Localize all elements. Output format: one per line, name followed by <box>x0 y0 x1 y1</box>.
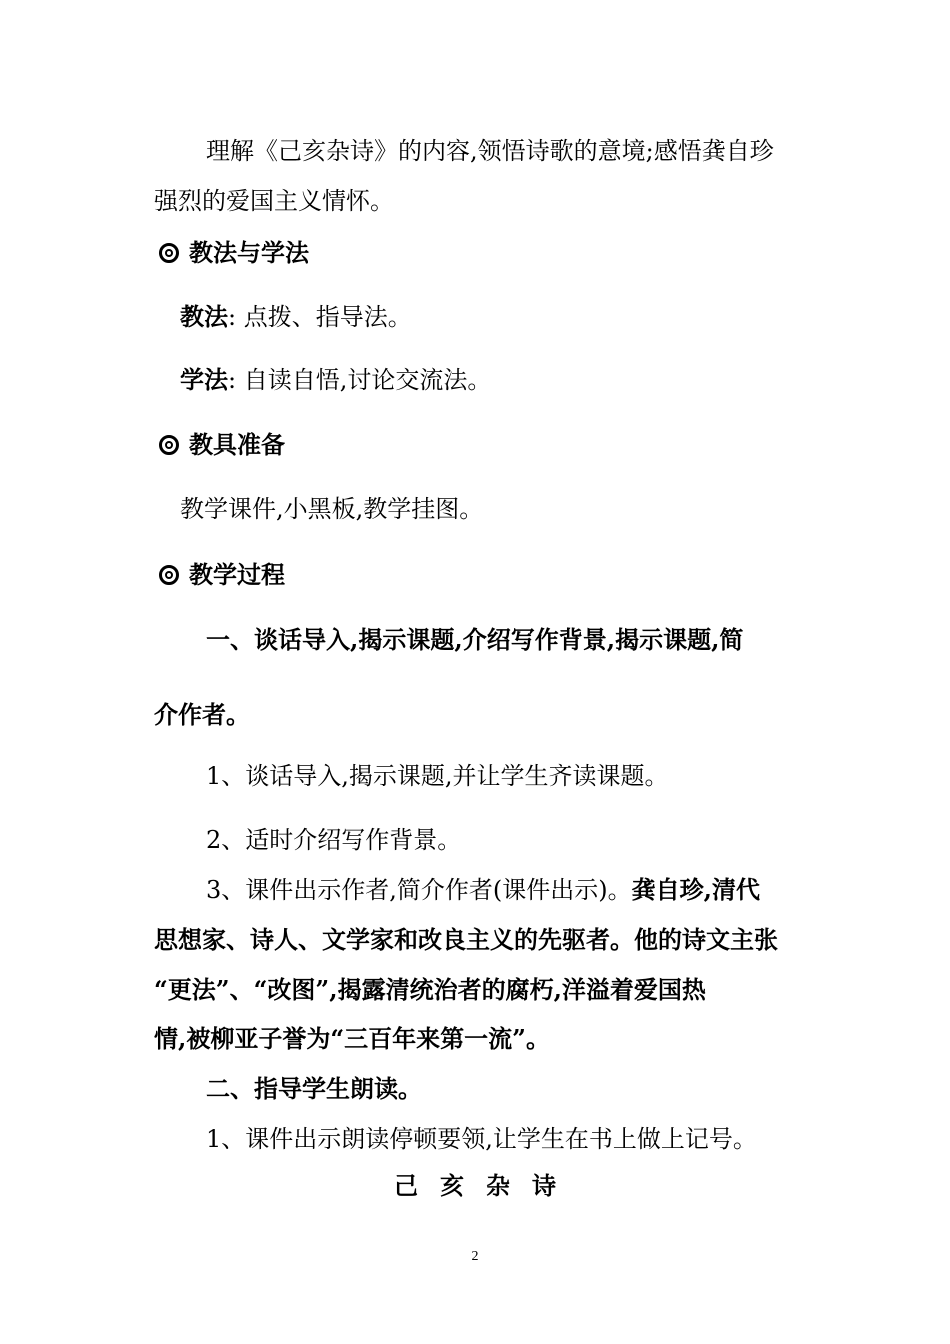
tools-text: 教学课件,小黑板,教学挂图。 <box>180 495 484 523</box>
goal-line-2: 强烈的爱国主义情怀。 <box>154 187 394 215</box>
method-heading <box>159 237 309 269</box>
author-line-3: “更法”、“改图”,揭露清统治者的腐朽,洋溢着爱国热 <box>154 975 706 1004</box>
author-line-2: 思想家、诗人、文学家和改良主义的先驱者。他的诗文主张 <box>154 925 778 954</box>
sub-step-2: 2、适时介绍写作背景。 <box>206 826 462 854</box>
learn-method-line <box>180 364 491 396</box>
teach-label: 教法 <box>180 302 228 331</box>
goal-line-1: 理解《己亥杂诗》的内容,领悟诗歌的意境;感悟龚自珍 <box>206 137 774 165</box>
sub-step-3-text: 3、课件出示作者,简介作者(课件出示)。 <box>206 876 632 904</box>
process-heading-text: 教学过程 <box>189 560 285 589</box>
sub-step-1: 1、谈话导入,揭示课题,并让学生齐读课题。 <box>206 762 669 790</box>
learn-text: : 自读自悟,讨论交流法。 <box>228 366 492 394</box>
page-number: 2 <box>471 1249 479 1264</box>
method-heading-text: 教法与学法 <box>189 238 309 267</box>
step2-heading: 二、指导学生朗读。 <box>206 1074 422 1103</box>
poem-title: 己亥杂诗 <box>394 1171 578 1200</box>
process-heading <box>159 559 285 591</box>
double-circle-icon <box>159 435 179 455</box>
step1-line-1: 一、谈话导入,揭示课题,介绍写作背景,揭示课题,简 <box>206 625 744 654</box>
learn-label: 学法 <box>180 365 228 394</box>
tools-heading-text: 教具准备 <box>189 430 285 459</box>
author-line-4: 情,被柳亚子誉为“三百年来第一流”。 <box>154 1024 550 1053</box>
step1-line-2: 介作者。 <box>154 700 250 729</box>
double-circle-icon <box>159 243 179 263</box>
teach-method-line <box>180 301 412 333</box>
tools-heading <box>159 429 285 461</box>
double-circle-icon <box>159 565 179 585</box>
teach-text: : 点拨、指导法。 <box>228 303 412 331</box>
author-name: 龚自珍,清代 <box>631 875 760 904</box>
step2-sub-1: 1、课件出示朗读停顿要领,让学生在书上做上记号。 <box>206 1125 757 1153</box>
sub-step-3 <box>206 874 760 906</box>
